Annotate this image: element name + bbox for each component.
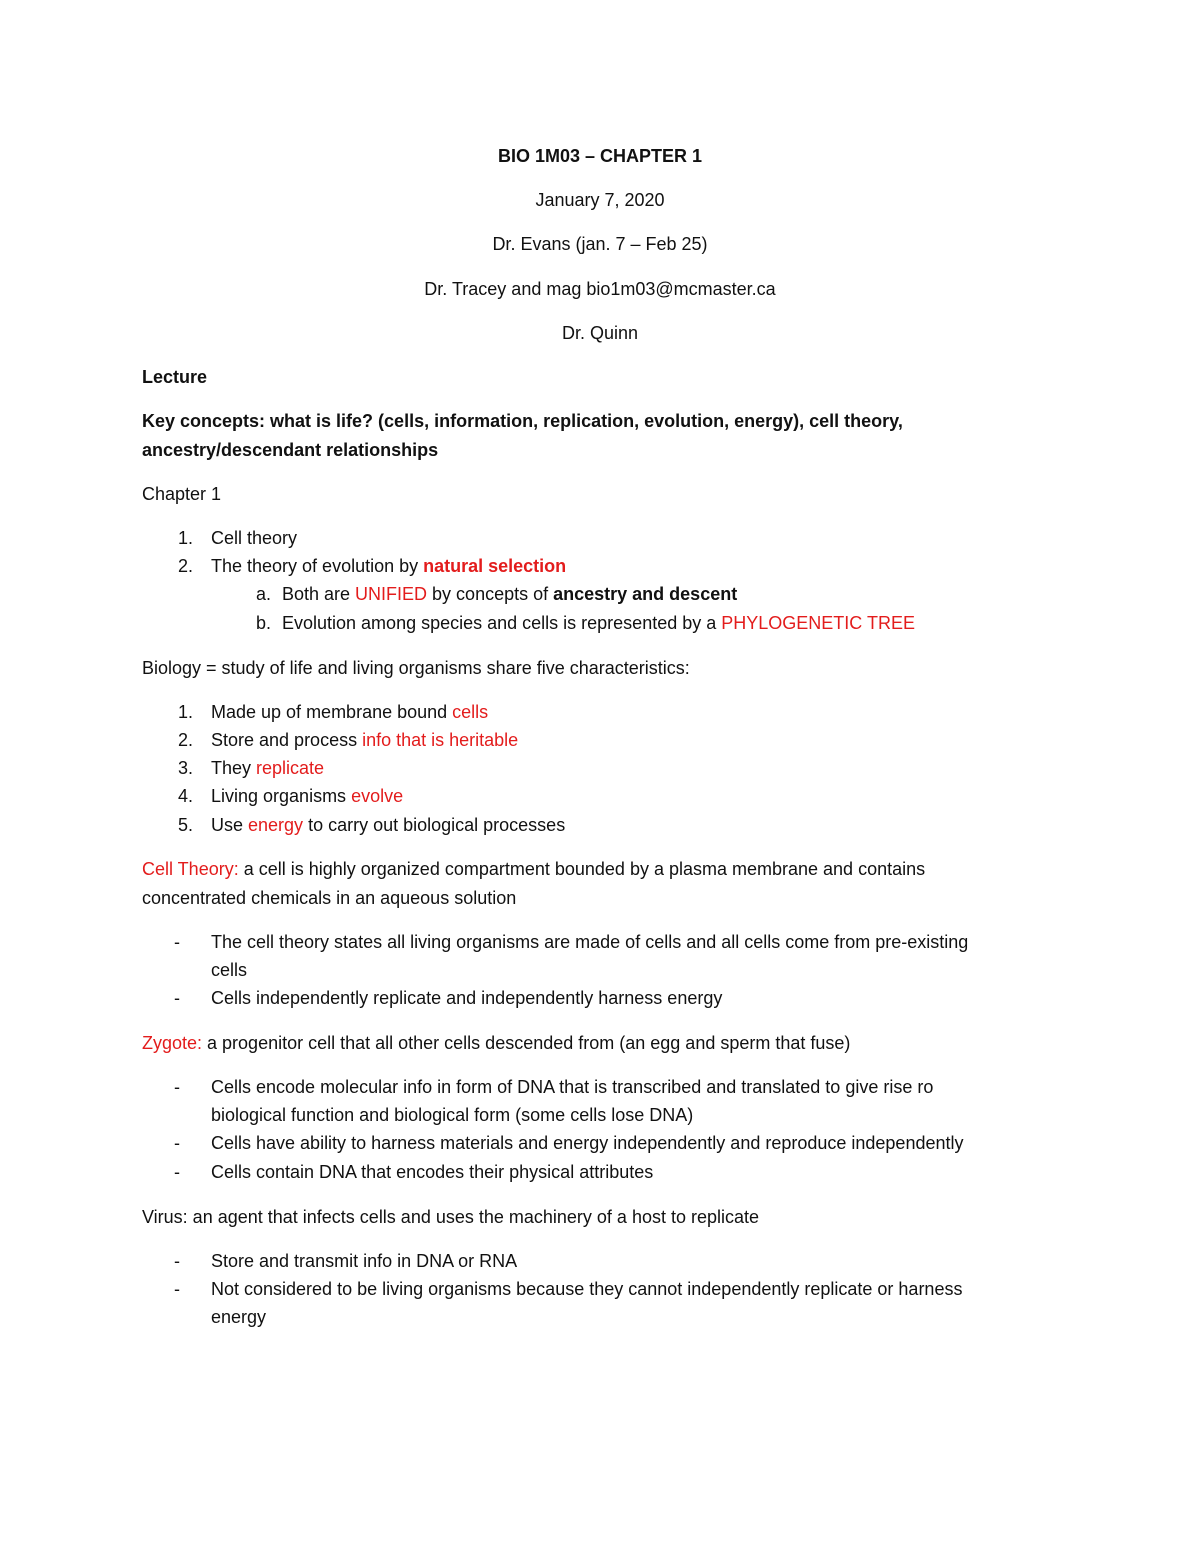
highlight-text: info that is heritable — [362, 730, 519, 750]
list-number: 1. — [177, 528, 193, 548]
list-item: Made up of membrane bound cells — [211, 702, 489, 722]
list-item: The theory of evolution by natural selection — [211, 556, 567, 576]
highlight-text: evolve — [351, 786, 404, 806]
list-item: Living organisms evolve — [211, 786, 404, 806]
list-number: 3. — [177, 758, 193, 778]
bullet-item: The cell theory states all living organisms are made of cells and all cells come from pre-existing — [211, 932, 969, 952]
bullet-item-cont: cells — [211, 960, 248, 980]
list-item: Cell theory — [211, 528, 298, 548]
bullet-dash: - — [174, 1251, 180, 1271]
highlight-text: energy — [248, 815, 304, 835]
biology-intro: Biology = study of life and living organisms share five characteristics: — [142, 658, 690, 678]
bullet-dash: - — [174, 988, 180, 1008]
instructor-quinn: Dr. Quinn — [561, 323, 639, 343]
list-number: 2. — [177, 556, 193, 576]
bullet-dash: - — [174, 932, 180, 952]
lecture-date: January 7, 2020 — [535, 190, 665, 210]
list-number: 5. — [177, 815, 193, 835]
cell-theory-definition: Cell Theory: a cell is highly organized compartment bounded by a plasma membrane and contains — [142, 859, 926, 879]
highlight-text: UNIFIED — [355, 584, 428, 604]
bullet-dash: - — [174, 1162, 180, 1182]
term-label: Cell Theory: — [142, 859, 239, 879]
list-subitem: Both are UNIFIED by concepts of ancestry and descent — [282, 584, 738, 604]
bullet-dash: - — [174, 1133, 180, 1153]
cell-theory-definition-cont: concentrated chemicals in an aqueous solution — [142, 888, 517, 908]
bullet-item-cont: energy — [211, 1307, 267, 1327]
term-label: Zygote: — [142, 1033, 203, 1053]
highlight-text: cells — [452, 702, 489, 722]
highlight-text: natural selection — [423, 556, 567, 576]
list-item: They replicate — [211, 758, 325, 778]
chapter-heading: Chapter 1 — [142, 484, 222, 504]
bullet-item: Cells contain DNA that encodes their physical attributes — [211, 1162, 654, 1182]
list-number: 1. — [177, 702, 193, 722]
list-letter: b. — [255, 613, 271, 633]
virus-definition: Virus: an agent that infects cells and uses the machinery of a host to replicate — [142, 1207, 760, 1227]
bullet-item: Cells independently replicate and independently harness energy — [211, 988, 723, 1008]
bullet-item: Cells have ability to harness materials and energy independently and reproduce independently — [211, 1133, 964, 1153]
bullet-item: Not considered to be living organisms because they cannot independently replicate or harness — [211, 1279, 963, 1299]
document-title: BIO 1M03 – CHAPTER 1 — [497, 146, 703, 166]
highlight-text: PHYLOGENETIC TREE — [721, 613, 915, 633]
list-letter: a. — [255, 584, 271, 604]
bullet-item: Store and transmit info in DNA or RNA — [211, 1251, 518, 1271]
bullet-item: Cells encode molecular info in form of DNA that is transcribed and translated to give rise ro — [211, 1077, 934, 1097]
key-concepts-line-2: ancestry/descendant relationships — [142, 440, 439, 460]
list-item: Use energy to carry out biological processes — [211, 815, 566, 835]
list-item: Store and process info that is heritable — [211, 730, 519, 750]
instructor-tracey: Dr. Tracey and mag bio1m03@mcmaster.ca — [424, 279, 776, 299]
highlight-text: replicate — [256, 758, 325, 778]
list-number: 4. — [177, 786, 193, 806]
lecture-heading: Lecture — [142, 367, 208, 387]
zygote-definition: Zygote: a progenitor cell that all other cells descended from (an egg and sperm that fuse) — [142, 1033, 851, 1053]
bullet-item-cont: biological function and biological form (some cells lose DNA) — [211, 1105, 694, 1125]
list-number: 2. — [177, 730, 193, 750]
instructor-evans: Dr. Evans (jan. 7 – Feb 25) — [492, 234, 708, 254]
key-concepts-line-1: Key concepts: what is life? (cells, information, replication, evolution, energy), cell theory, — [142, 411, 903, 431]
list-subitem: Evolution among species and cells is represented by a PHYLOGENETIC TREE — [282, 613, 915, 633]
bullet-dash: - — [174, 1077, 180, 1097]
bullet-dash: - — [174, 1279, 180, 1299]
